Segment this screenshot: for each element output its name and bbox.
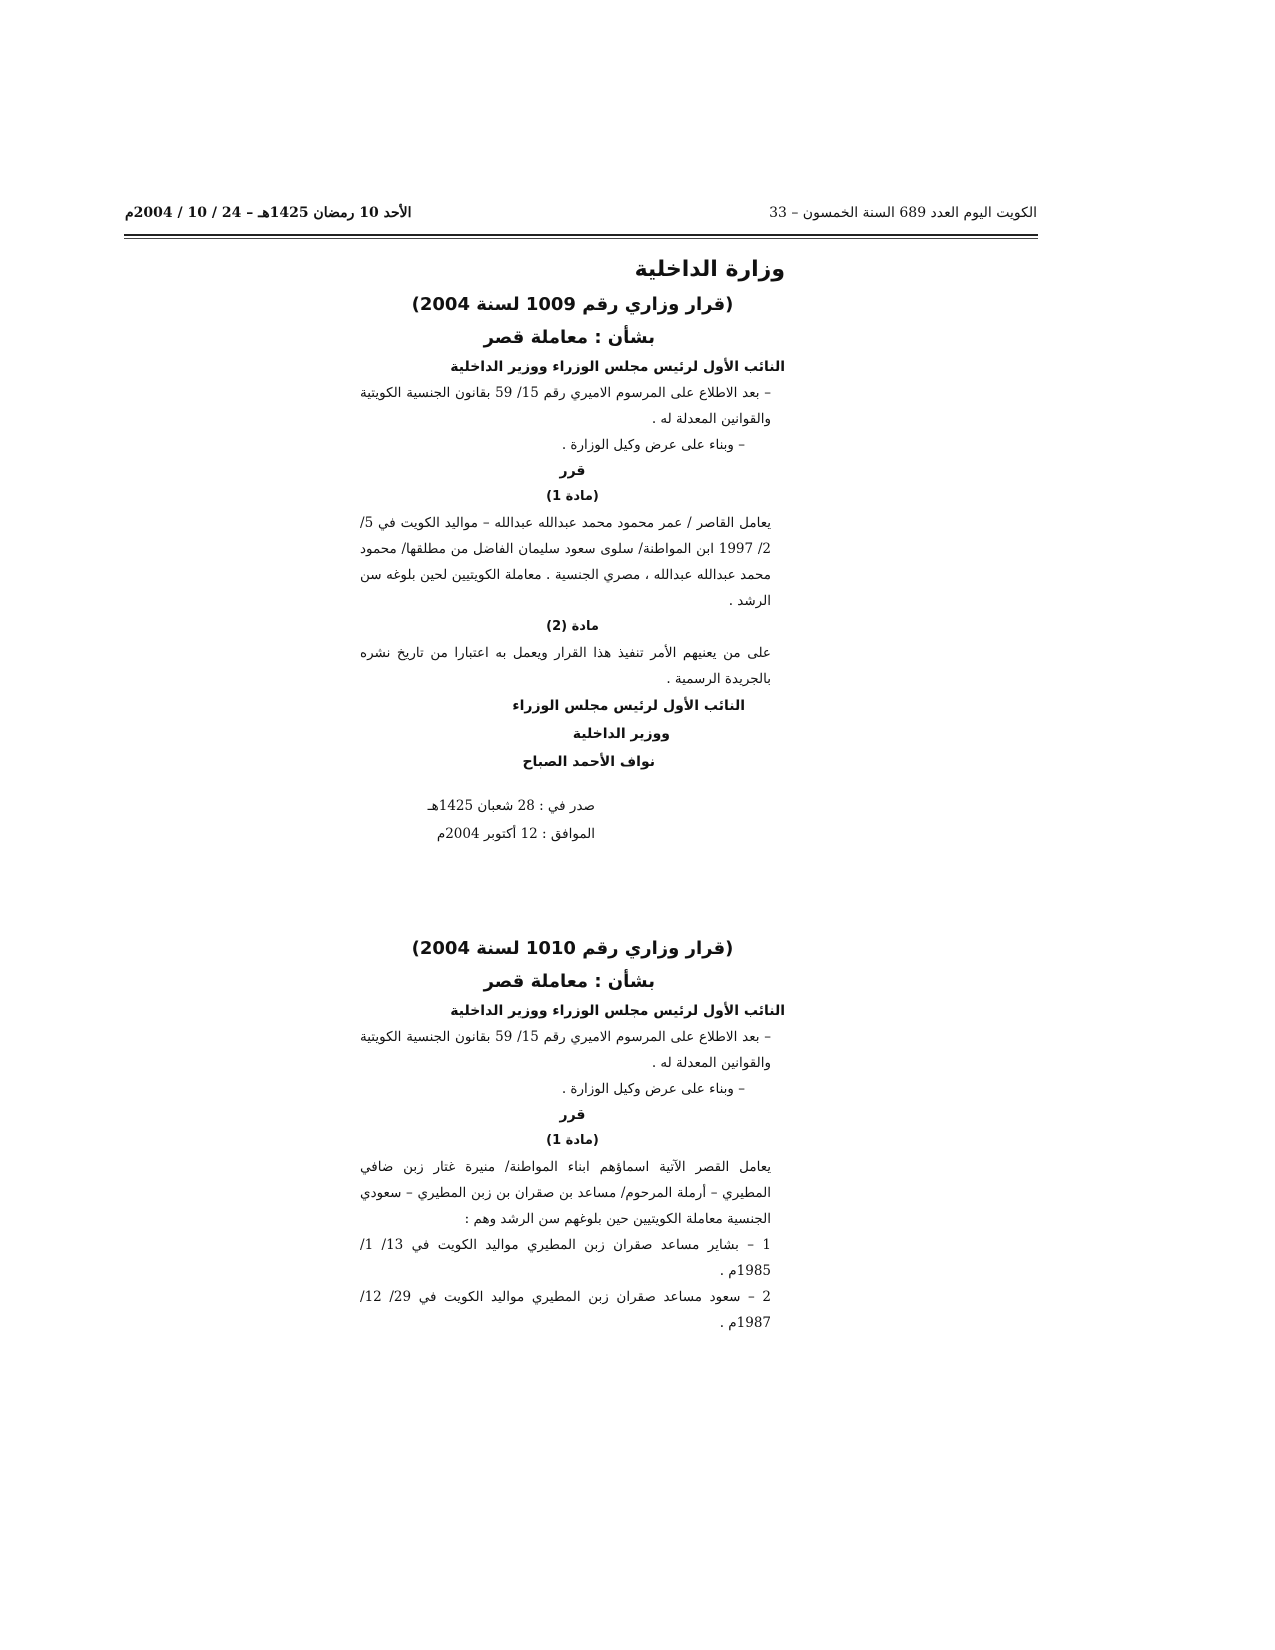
decree-1-title: (قرار وزاري رقم 1009 لسنة 2004) (411, 294, 734, 315)
header-rule (124, 234, 1038, 236)
header-rule-thin (124, 238, 1038, 239)
decree-1-authority: النائب الأول لرئيس مجلس الوزراء ووزير الداخلية (450, 359, 785, 375)
decree-1-article-2-text: على من يعنيهم الأمر تنفيذ هذا القرار ويعمل به اعتبارا من تاريخ نشره بالجريدة الرسمية . (360, 645, 771, 687)
decree-1-dates (360, 792, 785, 848)
decree-1 (360, 288, 785, 848)
decree-2-authority: النائب الأول لرئيس مجلس الوزراء ووزير الداخلية (450, 1003, 785, 1019)
page-header (125, 205, 1037, 231)
decree-2-preamble-1: – بعد الاطلاع على المرسوم الاميري رقم 15/ 59 بقانون الجنسية الكويتية والقوانين المعدلة له . (360, 1029, 772, 1071)
decree-2-preamble-2: – وبناء على عرض وكيل الوزارة . (561, 1081, 745, 1097)
header-publication-info: الكويت اليوم العدد 689 السنة الخمسون – 33 (769, 205, 1037, 221)
decree-2-article-1-text: يعامل القصر الآتية اسماؤهم ابناء المواطنة/ منيرة غتار زبن ضافي المطيري – أرملة المرحوم/ مساعد بن صقران بن زبن المطيري – سعودي الجنسية معاملة الكويتيين حين بلوغهم سن الرشد وهم : (360, 1159, 771, 1227)
decree-1-article-1-title: (مادة 1) (546, 489, 599, 504)
decree-2-item-2: 2 – سعود مساعد صقران زبن المطيري مواليد الكويت في 29/ 12/ 1987م . (360, 1289, 771, 1331)
decree-2 (360, 932, 785, 1336)
ministry-title: وزارة الداخلية (634, 257, 785, 282)
decree-2-subject: بشأن : معاملة قصر (483, 971, 655, 992)
signature-line-1: النائب الأول لرئيس مجلس الوزراء (512, 698, 745, 714)
decree-1-article-2-title: مادة (2) (546, 619, 599, 634)
decree-2-title: (قرار وزاري رقم 1010 لسنة 2004) (411, 938, 734, 959)
decree-1-signature (360, 692, 785, 776)
decree-1-article-1-text: يعامل القاصر / عمر محمود محمد عبدالله عبدالله – مواليد الكويت في 5/ 2/ 1997 ابن المواطنة/ سلوى سعود سليمان الفاضل من مطلقها/ محمود محمد عبدالله عبدالله ، مصري الجنسية . معاملة الكويتيين لحين بلوغه سن الرشد . (360, 515, 772, 609)
decree-2-decided: قرر (559, 1107, 586, 1123)
signature-name: نواف الأحمد الصباح (522, 754, 655, 770)
corresponding-date: الموافق : 12 أكتوبر 2004م (436, 826, 595, 842)
decree-1-preamble-2: – وبناء على عرض وكيل الوزارة . (561, 437, 745, 453)
header-date: الأحد 10 رمضان 1425هـ – 24 / 10 / 2004م (125, 205, 412, 221)
decree-2-item-1: 1 – بشاير مساعد صقران زبن المطيري مواليد الكويت في 13/ 1/ 1985م . (360, 1237, 771, 1279)
signature-line-2: ووزير الداخلية (572, 726, 670, 742)
decree-2-article-1-title: (مادة 1) (546, 1133, 599, 1148)
decree-1-subject: بشأن : معاملة قصر (483, 327, 655, 348)
decree-1-decided: قرر (559, 463, 586, 479)
issued-date: صدر في : 28 شعبان 1425هـ (427, 798, 595, 814)
decree-1-preamble-1: – بعد الاطلاع على المرسوم الاميري رقم 15/ 59 بقانون الجنسية الكويتية والقوانين المعدلة له . (360, 385, 772, 427)
